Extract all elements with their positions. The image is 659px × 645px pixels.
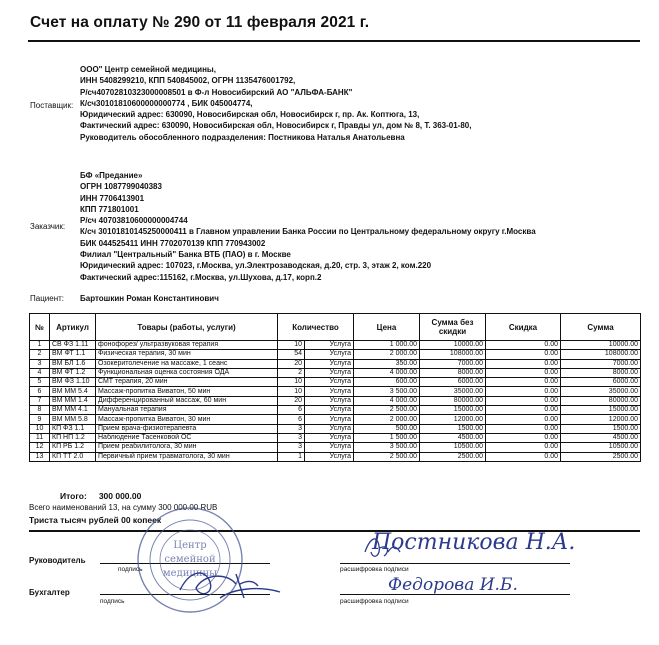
- row-unit-cell: Услуга: [305, 396, 354, 405]
- row-sum-no-discount-cell: 80000.00: [420, 396, 486, 405]
- row-no-cell: 12: [30, 443, 50, 452]
- row-price-cell: 1 500.00: [354, 433, 420, 442]
- stamp-seal: [138, 508, 242, 612]
- row-goods-cell: Прием врача-физиотерапевта: [96, 424, 278, 433]
- header-sum-no-discount: Сумма без скидки: [420, 314, 486, 341]
- supplier-line: Руководитель обособленного подразделения: Постникова Наталья Анатольевна: [80, 132, 405, 142]
- row-sum-no-discount-cell: 10500.00: [420, 443, 486, 452]
- totals-count-line: Всего наименований 13, на сумму 300 000.00 RUB: [29, 503, 218, 512]
- row-sum-cell: 2500.00: [561, 452, 641, 461]
- row-qty-cell: 3: [278, 424, 305, 433]
- row-unit-cell: Услуга: [305, 443, 354, 452]
- row-article-cell: СВ ФЗ 1.11: [50, 341, 96, 350]
- row-unit-cell: Услуга: [305, 424, 354, 433]
- row-qty-cell: 6: [278, 415, 305, 424]
- row-article-cell: КП ФЗ 1.1: [50, 424, 96, 433]
- row-sum-no-discount-cell: 4500.00: [420, 433, 486, 442]
- row-sum-no-discount-cell: 7000.00: [420, 359, 486, 368]
- row-sum-cell: 35000.00: [561, 387, 641, 396]
- row-sum-cell: 10000.00: [561, 341, 641, 350]
- row-goods-cell: Функциональная оценка состояния ОДА: [96, 368, 278, 377]
- row-qty-cell: 20: [278, 359, 305, 368]
- row-goods-cell: Мануальная терапия: [96, 406, 278, 415]
- row-unit-cell: Услуга: [305, 387, 354, 396]
- patient-label: Пациент:: [30, 294, 65, 303]
- row-goods-cell: Первичный прием травматолога, 30 мин: [96, 452, 278, 461]
- row-price-cell: 2 000.00: [354, 350, 420, 359]
- row-discount-cell: 0.00: [486, 415, 561, 424]
- row-article-cell: ВМ ММ 5.8: [50, 415, 96, 424]
- row-no-cell: 4: [30, 368, 50, 377]
- row-goods-cell: Озокеритолечение на массаже, 1 сеанс: [96, 359, 278, 368]
- row-sum-no-discount-cell: 8000.00: [420, 368, 486, 377]
- accountant-label: Бухгалтер: [29, 588, 70, 597]
- totals-in-words: Триста тысяч рублей 00 копеек: [29, 515, 162, 525]
- row-discount-cell: 0.00: [486, 406, 561, 415]
- row-unit-cell: Услуга: [305, 359, 354, 368]
- row-price-cell: 2 500.00: [354, 406, 420, 415]
- header-quantity: Количество: [278, 314, 354, 341]
- header-article: Артикул: [50, 314, 96, 341]
- customer-line: К/сч 30101810145250000411 в Главном управлении Банка России по Центральному федеральному округу г.Москва: [80, 227, 536, 237]
- row-unit-cell: Услуга: [305, 433, 354, 442]
- header-goods: Товары (работы, услуги): [96, 314, 278, 341]
- row-unit-cell: Услуга: [305, 406, 354, 415]
- row-sum-cell: 10500.00: [561, 443, 641, 452]
- customer-line: БФ «Предание»: [80, 171, 143, 180]
- supplier-line: ИНН 5408299210, КПП 540845002, ОГРН 1135476001792,: [80, 76, 296, 86]
- row-article-cell: ВМ ФТ 1.2: [50, 368, 96, 377]
- director-decode-caption: расшифровка подписи: [340, 566, 409, 573]
- customer-line: Фактический адрес:115162, г.Москва, ул.Шухова, д.17, корп.2: [80, 272, 322, 282]
- customer-label: Заказчик:: [30, 222, 66, 231]
- row-no-cell: 6: [30, 387, 50, 396]
- supplier-line: ООО" Центр семейной медицины,: [80, 65, 216, 74]
- header-discount: Скидка: [486, 314, 561, 341]
- row-discount-cell: 0.00: [486, 433, 561, 442]
- row-sum-no-discount-cell: 1500.00: [420, 424, 486, 433]
- row-qty-cell: 6: [278, 406, 305, 415]
- customer-line: ИНН 7706413901: [80, 193, 145, 203]
- row-sum-cell: 7000.00: [561, 359, 641, 368]
- row-qty-cell: 10: [278, 378, 305, 387]
- supplier-line: К/сч30101810600000000774 , БИК 045004774,: [80, 98, 253, 108]
- row-unit-cell: Услуга: [305, 341, 354, 350]
- accountant-handwritten-name: Федорова И.Б.: [388, 575, 518, 595]
- row-goods-cell: фонофорез/ ультразвуковая терапия: [96, 341, 278, 350]
- row-qty-cell: 2: [278, 368, 305, 377]
- svg-text:Центр: Центр: [173, 540, 207, 551]
- row-sum-cell: 15000.00: [561, 406, 641, 415]
- row-discount-cell: 0.00: [486, 443, 561, 452]
- row-goods-cell: Прием реабилитолога, 30 мин: [96, 443, 278, 452]
- accountant-decode-caption: расшифровка подписи: [340, 598, 409, 605]
- row-no-cell: 8: [30, 406, 50, 415]
- row-no-cell: 5: [30, 378, 50, 387]
- customer-line: Филиал "Центральный" Банка ВТБ (ПАО) в г. Москве: [80, 250, 291, 260]
- row-article-cell: КП РБ 1.2: [50, 443, 96, 452]
- row-article-cell: ВМ ФЗ 1.10: [50, 378, 96, 387]
- row-no-cell: 1: [30, 341, 50, 350]
- row-article-cell: ВМ ММ 5.4: [50, 387, 96, 396]
- row-article-cell: КП ТТ 2.0: [50, 452, 96, 461]
- row-price-cell: 2 000.00: [354, 415, 420, 424]
- invoice-title: Счет на оплату № 290 от 11 февраля 2021 г.: [30, 14, 370, 31]
- row-article-cell: ВМ ММ 1.4: [50, 396, 96, 405]
- row-unit-cell: Услуга: [305, 350, 354, 359]
- row-sum-cell: 4500.00: [561, 433, 641, 442]
- row-sum-no-discount-cell: 10000.00: [420, 341, 486, 350]
- row-sum-no-discount-cell: 12000.00: [420, 415, 486, 424]
- row-goods-cell: СМТ терапия, 20 мин: [96, 378, 278, 387]
- header-sum: Сумма: [561, 314, 641, 341]
- row-sum-no-discount-cell: 2500.00: [420, 452, 486, 461]
- row-no-cell: 7: [30, 396, 50, 405]
- row-price-cell: 4 000.00: [354, 396, 420, 405]
- row-unit-cell: Услуга: [305, 368, 354, 377]
- row-price-cell: 500.00: [354, 424, 420, 433]
- row-sum-no-discount-cell: 6000.00: [420, 378, 486, 387]
- row-goods-cell: Дифференцированный массаж, 60 мин: [96, 396, 278, 405]
- header-no: №: [30, 314, 50, 341]
- row-price-cell: 3 500.00: [354, 443, 420, 452]
- supplier-line: Юридический адрес: 630090, Новосибирская обл, Новосибирск г, пр. Ак. Коптюга, 13,: [80, 110, 420, 120]
- row-discount-cell: 0.00: [486, 341, 561, 350]
- row-sum-cell: 80000.00: [561, 396, 641, 405]
- row-sum-cell: 12000.00: [561, 415, 641, 424]
- totals-value: 300 000.00: [98, 491, 142, 501]
- svg-text:семейной: семейной: [164, 554, 216, 565]
- row-sum-cell: 6000.00: [561, 378, 641, 387]
- row-unit-cell: Услуга: [305, 378, 354, 387]
- customer-line: Юридический адрес: 107023, г.Москва, ул.Электрозаводская, д.20, стр. 3, этаж 2, ком.220: [80, 261, 432, 271]
- row-no-cell: 9: [30, 415, 50, 424]
- row-qty-cell: 10: [278, 387, 305, 396]
- row-no-cell: 3: [30, 359, 50, 368]
- director-sign-caption: подпись: [118, 566, 143, 573]
- row-article-cell: ВМ ММ 4.1: [50, 406, 96, 415]
- row-discount-cell: 0.00: [486, 350, 561, 359]
- row-goods-cell: Массаж-пропитка Виватон, 50 мин: [96, 387, 278, 396]
- director-handwritten-name: Постникова Н.А.: [372, 530, 576, 555]
- row-price-cell: 1 000.00: [354, 341, 420, 350]
- supplier-line: Фактический адрес: 630090, Новосибирская обл, Новосибирск г, Правды ул, дом № 8, Т. 363-01-80,: [80, 121, 472, 131]
- row-unit-cell: Услуга: [305, 452, 354, 461]
- row-sum-no-discount-cell: 15000.00: [420, 406, 486, 415]
- patient-name: Бартошкин Роман Константинович: [80, 294, 219, 303]
- row-discount-cell: 0.00: [486, 378, 561, 387]
- row-sum-cell: 108000.00: [561, 350, 641, 359]
- svg-text:медицины: медицины: [162, 568, 218, 579]
- row-price-cell: 3 500.00: [354, 387, 420, 396]
- row-price-cell: 2 500.00: [354, 452, 420, 461]
- director-label: Руководитель: [29, 556, 86, 565]
- customer-line: ОГРН 1087799040383: [80, 182, 162, 192]
- row-price-cell: 4 000.00: [354, 368, 420, 377]
- row-discount-cell: 0.00: [486, 368, 561, 377]
- row-no-cell: 10: [30, 424, 50, 433]
- row-discount-cell: 0.00: [486, 359, 561, 368]
- header-price: Цена: [354, 314, 420, 341]
- row-price-cell: 600.00: [354, 378, 420, 387]
- accountant-sign-caption: подпись: [100, 598, 125, 605]
- row-discount-cell: 0.00: [486, 387, 561, 396]
- row-unit-cell: Услуга: [305, 415, 354, 424]
- customer-line: КПП 771801001: [80, 204, 139, 214]
- row-discount-cell: 0.00: [486, 424, 561, 433]
- row-qty-cell: 3: [278, 443, 305, 452]
- row-no-cell: 13: [30, 452, 50, 461]
- row-article-cell: ВМ БЛ 1.6: [50, 359, 96, 368]
- row-qty-cell: 20: [278, 396, 305, 405]
- row-no-cell: 2: [30, 350, 50, 359]
- row-qty-cell: 1: [278, 452, 305, 461]
- row-qty-cell: 54: [278, 350, 305, 359]
- row-goods-cell: Массаж-пропитка Виватон, 30 мин: [96, 415, 278, 424]
- row-article-cell: ВМ ФТ 1.1: [50, 350, 96, 359]
- customer-line: БИК 044525411 ИНН 7702070139 КПП 770943002: [80, 238, 266, 248]
- row-discount-cell: 0.00: [486, 396, 561, 405]
- supplier-line: Р/сч40702810323000008501 в Ф-л Новосибирский АО "АЛЬФА-БАНК": [80, 87, 353, 97]
- customer-line: Р/сч 40703810600000004744: [80, 216, 188, 226]
- totals-label: Итого:: [60, 491, 87, 501]
- row-discount-cell: 0.00: [486, 452, 561, 461]
- row-qty-cell: 3: [278, 433, 305, 442]
- row-sum-cell: 1500.00: [561, 424, 641, 433]
- row-no-cell: 11: [30, 433, 50, 442]
- row-article-cell: КП НП 1.2: [50, 433, 96, 442]
- row-goods-cell: Наблюдение Тасенковой ОС: [96, 433, 278, 442]
- row-sum-no-discount-cell: 35000.00: [420, 387, 486, 396]
- supplier-label: Поставщик:: [30, 101, 74, 110]
- row-sum-no-discount-cell: 108000.00: [420, 350, 486, 359]
- row-goods-cell: Физическая терапия, 30 мин: [96, 350, 278, 359]
- row-sum-cell: 8000.00: [561, 368, 641, 377]
- row-qty-cell: 10: [278, 341, 305, 350]
- row-price-cell: 350.00: [354, 359, 420, 368]
